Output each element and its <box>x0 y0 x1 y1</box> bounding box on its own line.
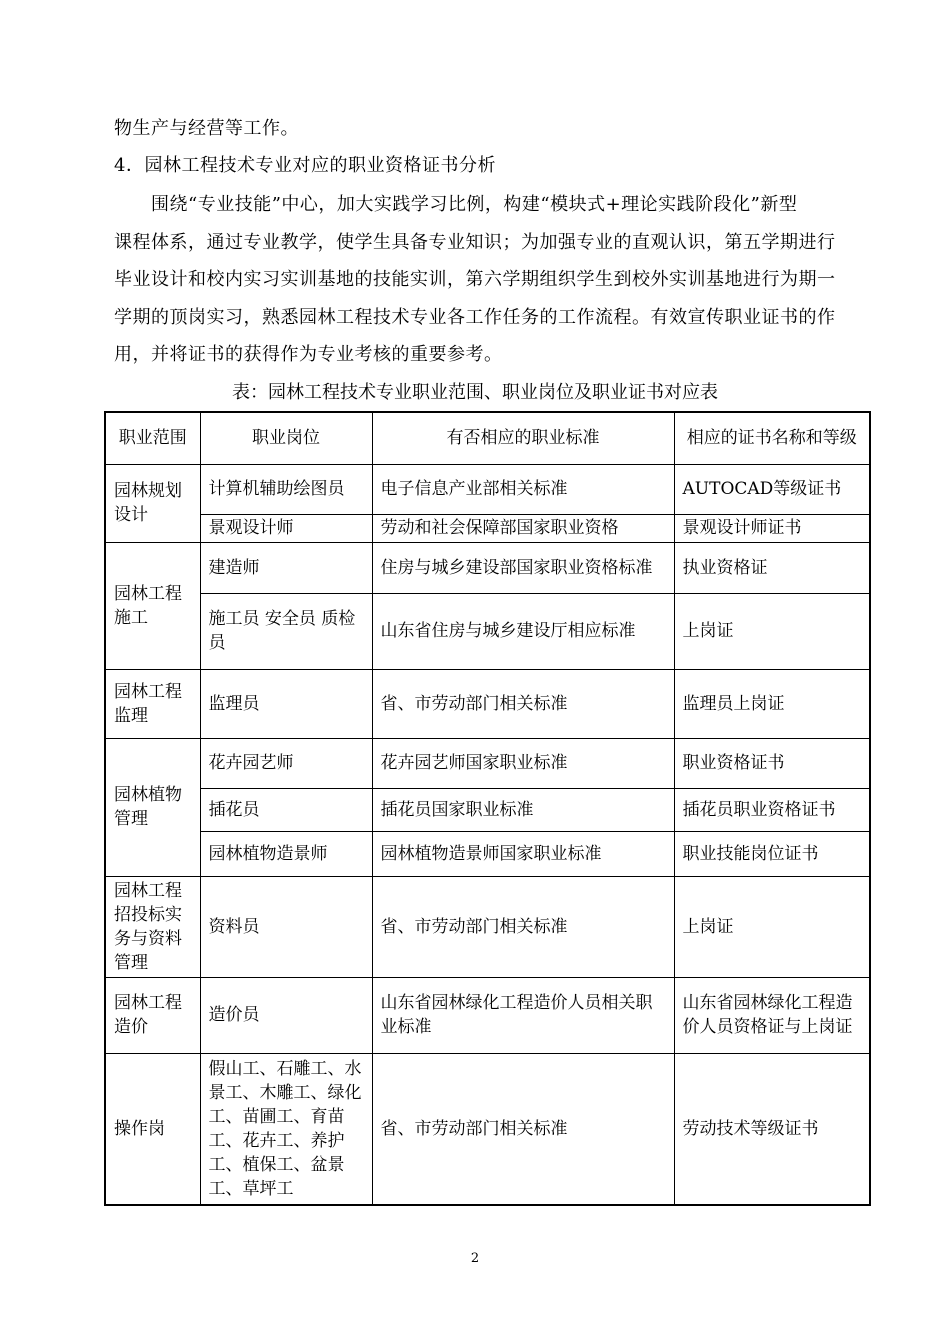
scope-cell: 园林工程监理 <box>105 669 200 738</box>
section-heading: 4．园林工程技术专业对应的职业资格证书分析 <box>114 155 496 176</box>
paragraph-line: 用，并将证书的获得作为专业考核的重要参考。 <box>114 344 503 365</box>
table-row <box>105 738 870 788</box>
table-row <box>105 788 870 831</box>
cert-cell: 监理员上岗证 <box>674 669 870 738</box>
header-post: 职业岗位 <box>200 412 372 464</box>
scope-cell: 园林规划设计 <box>105 464 200 542</box>
standard-cell: 花卉园艺师国家职业标准 <box>372 738 674 788</box>
header-scope: 职业范围 <box>105 412 200 464</box>
standard-cell: 园林植物造景师国家职业标准 <box>372 831 674 876</box>
cert-cell: 职业技能岗位证书 <box>674 831 870 876</box>
cert-cell: 执业资格证 <box>674 542 870 593</box>
table-header-row <box>105 412 870 464</box>
post-cell: 资料员 <box>200 876 372 977</box>
cert-cell: AUTOCAD等级证书 <box>674 464 870 514</box>
post-cell: 监理员 <box>200 669 372 738</box>
paragraph-line: 围绕“专业技能”中心，加大实践学习比例，构建“模块式+理论实践阶段化”新型 <box>151 194 798 215</box>
scope-cell: 园林工程造价 <box>105 977 200 1053</box>
standard-cell: 省、市劳动部门相关标准 <box>372 669 674 738</box>
table-row <box>105 464 870 514</box>
scope-cell: 园林植物管理 <box>105 738 200 876</box>
table-row <box>105 1053 870 1205</box>
scope-cell: 园林工程施工 <box>105 542 200 669</box>
page-number: 2 <box>470 1251 480 1266</box>
standard-cell: 山东省住房与城乡建设厅相应标准 <box>372 593 674 669</box>
cert-cell: 插花员职业资格证书 <box>674 788 870 831</box>
table-row <box>105 831 870 876</box>
standard-cell: 插花员国家职业标准 <box>372 788 674 831</box>
table-row <box>105 876 870 977</box>
table-row <box>105 593 870 669</box>
table-row <box>105 669 870 738</box>
cert-cell: 劳动技术等级证书 <box>674 1053 870 1205</box>
paragraph-line: 毕业设计和校内实习实训基地的技能实训，第六学期组织学生到校外实训基地进行为期一 <box>114 269 836 290</box>
post-cell: 花卉园艺师 <box>200 738 372 788</box>
table-row <box>105 977 870 1053</box>
scope-cell: 操作岗 <box>105 1053 200 1205</box>
post-cell: 造价员 <box>200 977 372 1053</box>
cert-cell: 景观设计师证书 <box>674 514 870 542</box>
table-caption: 表：园林工程技术专业职业范围、职业岗位及职业证书对应表 <box>232 382 718 403</box>
table-row <box>105 514 870 542</box>
cert-cell: 职业资格证书 <box>674 738 870 788</box>
standard-cell: 省、市劳动部门相关标准 <box>372 876 674 977</box>
table-row <box>105 542 870 593</box>
paragraph-line: 学期的顶岗实习，熟悉园林工程技术专业各工作任务的工作流程。有效宣传职业证书的作 <box>114 307 836 328</box>
standard-cell: 住房与城乡建设部国家职业资格标准 <box>372 542 674 593</box>
cert-cell: 上岗证 <box>674 876 870 977</box>
post-cell: 建造师 <box>200 542 372 593</box>
standard-cell: 山东省园林绿化工程造价人员相关职业标准 <box>372 977 674 1053</box>
header-standard: 有否相应的职业标准 <box>372 412 674 464</box>
certificate-table <box>104 411 871 1206</box>
standard-cell: 劳动和社会保障部国家职业资格 <box>372 514 674 542</box>
cert-cell: 山东省园林绿化工程造价人员资格证与上岗证 <box>674 977 870 1053</box>
header-cert: 相应的证书名称和等级 <box>674 412 870 464</box>
standard-cell: 电子信息产业部相关标准 <box>372 464 674 514</box>
standard-cell: 省、市劳动部门相关标准 <box>372 1053 674 1205</box>
paragraph-line: 课程体系，通过专业教学，使学生具备专业知识；为加强专业的直观认识，第五学期进行 <box>114 232 836 253</box>
scope-cell: 园林工程招投标实务与资料管理 <box>105 876 200 977</box>
post-cell: 假山工、石雕工、水景工、木雕工、绿化工、苗圃工、育苗工、花卉工、养护工、植保工、盆景工、草坪工 <box>200 1053 372 1205</box>
post-cell: 插花员 <box>200 788 372 831</box>
post-cell: 施工员 安全员 质检员 <box>200 593 372 669</box>
paragraph-line: 物生产与经营等工作。 <box>114 118 299 139</box>
post-cell: 景观设计师 <box>200 514 372 542</box>
post-cell: 计算机辅助绘图员 <box>200 464 372 514</box>
post-cell: 园林植物造景师 <box>200 831 372 876</box>
cert-cell: 上岗证 <box>674 593 870 669</box>
